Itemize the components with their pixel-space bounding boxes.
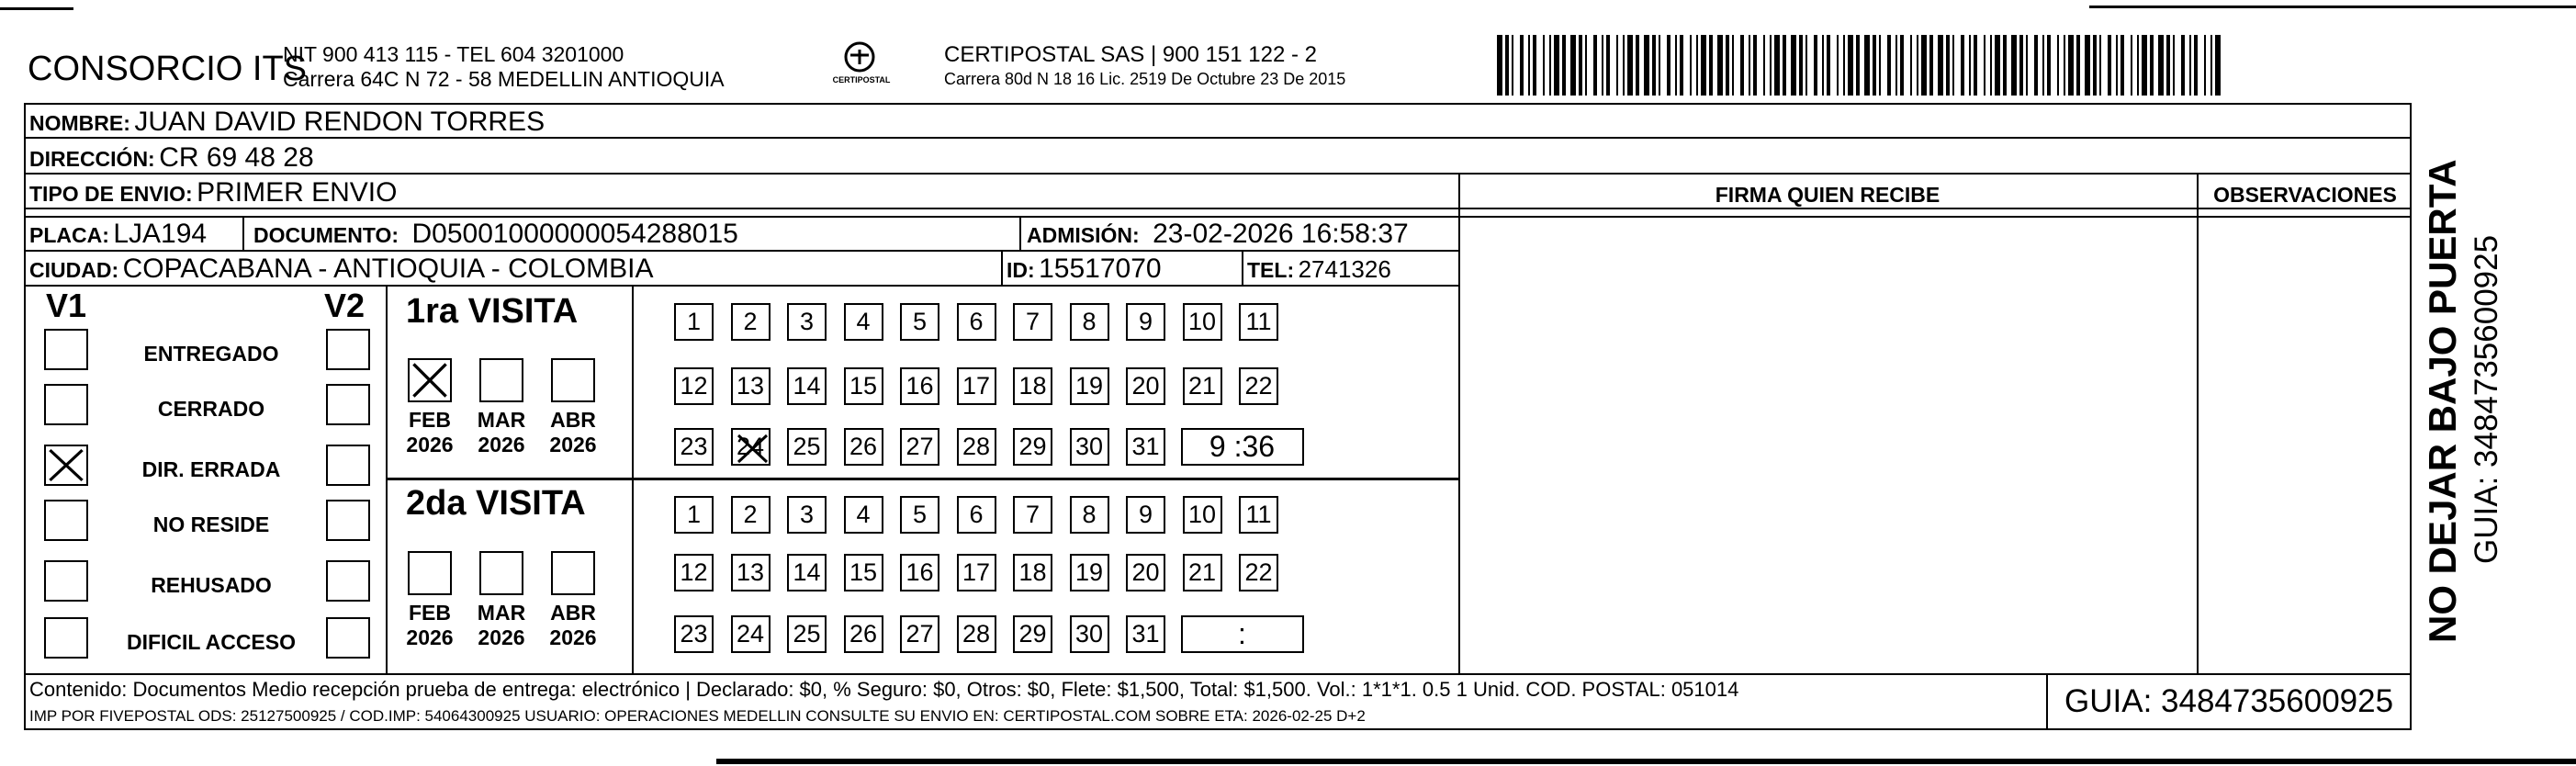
month-year: 2026	[406, 433, 454, 456]
day-box[interactable]: 21	[1183, 367, 1222, 405]
tipo-value: PRIMER ENVIO	[197, 177, 398, 208]
v2-checkbox[interactable]	[326, 445, 370, 486]
day-box[interactable]: 4	[844, 303, 883, 341]
v1-checkbox[interactable]	[44, 384, 88, 425]
top-left-stroke	[0, 7, 73, 10]
day-box[interactable]: 9	[1126, 496, 1165, 534]
month-name: FEB	[409, 408, 451, 432]
v2-checkbox[interactable]	[326, 617, 370, 659]
day-box[interactable]: 5	[900, 303, 939, 341]
month-label	[546, 408, 601, 457]
month-label	[402, 408, 457, 457]
status-option-label: NO RESIDE	[152, 513, 270, 536]
day-box[interactable]: 28	[957, 428, 996, 466]
day-box[interactable]: 6	[957, 303, 996, 341]
side-guia: GUIA: 3484735600925	[2469, 234, 2504, 564]
placa-row	[29, 219, 207, 250]
time-box[interactable]: :	[1181, 615, 1304, 653]
day-box[interactable]: 22	[1239, 554, 1278, 591]
admision-row	[1027, 219, 1409, 250]
nombre-row	[29, 107, 545, 138]
ciudad-label: CIUDAD:	[29, 258, 119, 282]
documento-label: DOCUMENTO:	[253, 223, 399, 247]
month-checkbox[interactable]	[408, 551, 452, 595]
day-box[interactable]: 6	[957, 496, 996, 534]
status-option-label: DIFICIL ACCESO	[126, 630, 296, 654]
footer-frame	[24, 673, 2412, 730]
ciudad-value: COPACABANA - ANTIOQUIA - COLOMBIA	[122, 253, 654, 284]
company-name: CONSORCIO ITS	[28, 50, 308, 88]
v1-label: V1	[46, 287, 87, 324]
placa-label: PLACA:	[29, 223, 109, 247]
visit1-title: 1ra VISITA	[406, 292, 579, 331]
month-label	[474, 408, 529, 457]
day-box[interactable]: 18	[1013, 367, 1052, 405]
col-divider	[1001, 250, 1003, 285]
observaciones-header: OBSERVACIONES	[2213, 183, 2397, 207]
day-box[interactable]: 14	[787, 554, 827, 591]
month-label	[546, 601, 601, 650]
partner-license: Carrera 80d N 18 16 Lic. 2519 De Octubre 23 De 2015	[944, 70, 1346, 88]
v1-checkbox[interactable]	[44, 329, 88, 370]
day-box[interactable]: 12	[674, 554, 714, 591]
day-box[interactable]: 23	[674, 615, 714, 653]
row-divider	[24, 216, 2412, 218]
v2-checkbox[interactable]	[326, 384, 370, 425]
day-box[interactable]: 16	[900, 554, 939, 591]
certipostal-logo	[825, 40, 898, 96]
top-right-stroke	[2089, 6, 2576, 8]
month-year: 2026	[478, 625, 525, 649]
status-option-label: ENTREGADO	[143, 342, 279, 366]
day-box[interactable]: 11	[1239, 303, 1278, 341]
company-nit: NIT 900 413 115 - TEL 604 3201000	[283, 42, 624, 66]
v1-checkbox[interactable]	[44, 617, 88, 659]
day-box[interactable]: 27	[900, 615, 939, 653]
footer-contenido: Contenido: Documentos Medio recepción prueba de entrega: electrónico | Declarado: $0, % Seguro: $0, Otros: $0, Flete: $1,500, Total: $1,500. Vol.: 1*1*1. 0.5 1 Unid. COD. POSTAL: 051014	[29, 678, 1739, 701]
month-year: 2026	[549, 433, 597, 456]
visit-divider	[386, 478, 1460, 480]
day-box[interactable]: 5	[900, 496, 939, 534]
month-name: ABR	[550, 601, 596, 625]
day-box[interactable]: 3	[787, 496, 827, 534]
day-box[interactable]: 7	[1013, 303, 1052, 341]
day-box[interactable]: 10	[1183, 303, 1222, 341]
day-box[interactable]: 26	[844, 428, 883, 466]
day-box[interactable]: 3	[787, 303, 827, 341]
partner-name: CERTIPOSTAL SAS | 900 151 122 - 2	[944, 42, 1317, 67]
day-box[interactable]: 31	[1126, 615, 1165, 653]
day-box[interactable]: 7	[1013, 496, 1052, 534]
admision-value: 23-02-2026 16:58:37	[1153, 219, 1409, 249]
v2-label: V2	[324, 287, 366, 324]
documento-value: D05001000000054288015	[411, 219, 738, 249]
day-box[interactable]: 20	[1126, 367, 1165, 405]
row-divider	[24, 250, 1460, 252]
day-box[interactable]: 2	[731, 303, 771, 341]
day-box[interactable]: 10	[1183, 496, 1222, 534]
v1-checkbox[interactable]	[44, 500, 88, 541]
direccion-row	[29, 142, 314, 174]
col-divider	[1019, 216, 1021, 250]
day-box[interactable]: 25	[787, 615, 827, 653]
day-box[interactable]: 29	[1013, 428, 1052, 466]
month-label	[402, 601, 457, 650]
col-divider	[1458, 173, 1460, 675]
tipo-label: TIPO DE ENVIO:	[29, 182, 193, 206]
day-box[interactable]: 11	[1239, 496, 1278, 534]
admision-label: ADMISIÓN:	[1027, 223, 1140, 247]
col-divider	[2197, 173, 2199, 675]
day-box[interactable]: 9	[1126, 303, 1165, 341]
month-name: FEB	[409, 601, 451, 625]
month-checkbox[interactable]	[551, 551, 595, 595]
day-box[interactable]: 19	[1070, 367, 1109, 405]
day-box[interactable]: 24	[731, 615, 771, 653]
time-box[interactable]: 9 :36	[1181, 428, 1304, 466]
id-label: ID:	[1007, 258, 1035, 282]
company-info	[283, 42, 725, 92]
day-box[interactable]: 12	[674, 367, 714, 405]
day-box[interactable]: 17	[957, 367, 996, 405]
v2-checkbox[interactable]	[326, 500, 370, 541]
day-box[interactable]: 4	[844, 496, 883, 534]
barcode	[1497, 35, 2227, 96]
day-box[interactable]: 8	[1070, 496, 1109, 534]
day-box[interactable]: 26	[844, 615, 883, 653]
nombre-label: NOMBRE:	[29, 111, 130, 135]
side-notice: NO DEJAR BAJO PUERTA	[2421, 159, 2464, 643]
month-name: MAR	[477, 601, 526, 625]
day-box[interactable]: 23	[674, 428, 714, 466]
direccion-label: DIRECCIÓN:	[29, 147, 155, 171]
ciudad-row	[29, 253, 653, 285]
day-box[interactable]: 14	[787, 367, 827, 405]
day-box[interactable]: 19	[1070, 554, 1109, 591]
col-divider	[242, 216, 244, 250]
tel-label: TEL:	[1247, 258, 1295, 282]
footer-guia: GUIA: 3484735600925	[2064, 683, 2394, 719]
month-checkbox[interactable]	[479, 358, 523, 402]
day-box[interactable]: 18	[1013, 554, 1052, 591]
bottom-stroke	[716, 759, 2576, 764]
day-box[interactable]: 13	[731, 554, 771, 591]
v1-checkbox[interactable]	[44, 560, 88, 602]
status-option-label: DIR. ERRADA	[141, 457, 281, 481]
day-box[interactable]: 31	[1126, 428, 1165, 466]
day-box[interactable]: 30	[1070, 615, 1109, 653]
day-box[interactable]: 1	[674, 496, 714, 534]
month-name: ABR	[550, 408, 596, 432]
tel-row	[1247, 255, 1391, 284]
logo-text: CERTIPOSTAL	[832, 75, 891, 84]
day-box[interactable]: 15	[844, 554, 883, 591]
id-value: 15517070	[1039, 253, 1162, 284]
month-checkbox[interactable]	[479, 551, 523, 595]
month-checkbox[interactable]	[551, 358, 595, 402]
month-checkbox[interactable]	[408, 358, 452, 402]
company-address: Carrera 64C N 72 - 58 MEDELLIN ANTIOQUIA	[283, 67, 725, 91]
day-box[interactable]: 15	[844, 367, 883, 405]
placa-value: LJA194	[113, 219, 208, 249]
month-year: 2026	[478, 433, 525, 456]
day-box[interactable]: 16	[900, 367, 939, 405]
month-year: 2026	[406, 625, 454, 649]
documento-row	[253, 219, 738, 250]
v2-checkbox[interactable]	[326, 560, 370, 602]
day-box[interactable]: 27	[900, 428, 939, 466]
month-name: MAR	[477, 408, 526, 432]
day-box[interactable]: 8	[1070, 303, 1109, 341]
row-divider	[24, 285, 1460, 287]
day-box[interactable]: 17	[957, 554, 996, 591]
day-box[interactable]: 21	[1183, 554, 1222, 591]
partner-info	[944, 42, 1345, 90]
tel-value: 2741326	[1298, 255, 1391, 283]
status-option-label: CERRADO	[157, 397, 265, 421]
day-box[interactable]: 28	[957, 615, 996, 653]
id-row	[1007, 253, 1162, 285]
firma-header: FIRMA QUIEN RECIBE	[1715, 183, 1940, 207]
nombre-value: JUAN DAVID RENDON TORRES	[134, 107, 546, 137]
day-box[interactable]: 30	[1070, 428, 1109, 466]
day-box[interactable]: 22	[1239, 367, 1278, 405]
day-box[interactable]: 20	[1126, 554, 1165, 591]
row-divider	[24, 173, 2412, 175]
month-label	[474, 601, 529, 650]
v2-checkbox[interactable]	[326, 329, 370, 370]
day-box[interactable]: 25	[787, 428, 827, 466]
day-box[interactable]: 2	[731, 496, 771, 534]
status-option-label: REHUSADO	[151, 573, 272, 597]
day-box[interactable]: 29	[1013, 615, 1052, 653]
v1-checkbox[interactable]	[44, 445, 88, 486]
footer-imp: IMP POR FIVEPOSTAL ODS: 25127500925 / COD.IMP: 54064300925 USUARIO: OPERACIONES MEDELLIN CONSULTE SU ENVIO EN: CERTIPOSTAL.COM SOBRE ETA: 2026-02-25 D+2	[29, 707, 1366, 725]
day-box[interactable]: 13	[731, 367, 771, 405]
day-box[interactable]: 1	[674, 303, 714, 341]
col-divider	[1242, 250, 1243, 285]
month-year: 2026	[549, 625, 597, 649]
day-box[interactable]: 24	[731, 428, 771, 466]
tipo-row	[29, 177, 397, 208]
direccion-value: CR 69 48 28	[159, 142, 314, 173]
visit2-title: 2da VISITA	[406, 484, 586, 523]
